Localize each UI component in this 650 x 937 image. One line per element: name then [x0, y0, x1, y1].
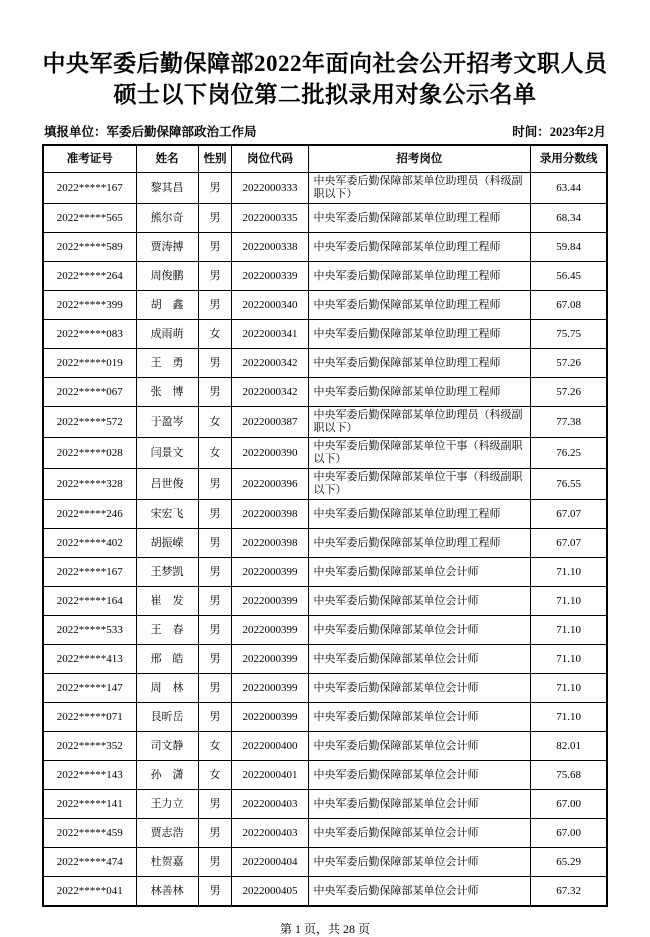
cell-job-code: 2022000399 — [232, 645, 308, 674]
cell-job-code: 2022000341 — [232, 320, 308, 349]
cell-score: 75.68 — [531, 761, 607, 790]
cell-score: 56.45 — [531, 262, 607, 291]
cell-gender: 男 — [198, 674, 232, 703]
cell-job-code: 2022000339 — [232, 262, 308, 291]
cell-exam-id: 2022*****572 — [43, 407, 136, 438]
cell-score: 77.38 — [531, 407, 607, 438]
cell-exam-id: 2022*****264 — [43, 262, 136, 291]
cell-exam-id: 2022*****041 — [43, 877, 136, 907]
cell-job-title: 中央军委后勤保障部某单位会计师 — [308, 616, 531, 645]
cell-job-title: 中央军委后勤保障部某单位助理工程师 — [308, 378, 531, 407]
cell-job-title: 中央军委后勤保障部某单位会计师 — [308, 761, 531, 790]
cell-job-code: 2022000340 — [232, 291, 308, 320]
cell-gender: 女 — [198, 761, 232, 790]
cell-job-title: 中央军委后勤保障部某单位助理工程师 — [308, 291, 531, 320]
cell-job-code: 2022000400 — [232, 732, 308, 761]
roster-table — [42, 144, 608, 907]
cell-name: 崔 发 — [136, 587, 198, 616]
cell-job-code: 2022000399 — [232, 616, 308, 645]
cell-gender: 女 — [198, 320, 232, 349]
cell-name: 胡振嵘 — [136, 529, 198, 558]
table-header-row — [43, 145, 607, 173]
cell-gender: 男 — [198, 558, 232, 587]
cell-name: 胡 鑫 — [136, 291, 198, 320]
table-row — [43, 703, 607, 732]
cell-job-code: 2022000403 — [232, 819, 308, 848]
cell-exam-id: 2022*****459 — [43, 819, 136, 848]
table-row — [43, 558, 607, 587]
cell-score: 76.25 — [531, 438, 607, 469]
cell-exam-id: 2022*****143 — [43, 761, 136, 790]
cell-name: 周俊鹏 — [136, 262, 198, 291]
cell-score: 82.01 — [531, 732, 607, 761]
col-header-job-code: 岗位代码 — [232, 145, 308, 173]
page-title-line1: 中央军委后勤保障部2022年面向社会公开招考文职人员 — [42, 51, 608, 76]
cell-exam-id: 2022*****589 — [43, 233, 136, 262]
cell-job-title: 中央军委后勤保障部某单位助理工程师 — [308, 262, 531, 291]
page-number-footer: 第 1 页，共 28 页 — [279, 922, 370, 936]
cell-gender: 男 — [198, 291, 232, 320]
col-header-score: 录用分数线 — [531, 145, 607, 173]
cell-job-code: 2022000404 — [232, 848, 308, 877]
cell-score: 71.10 — [531, 587, 607, 616]
cell-gender: 男 — [198, 349, 232, 378]
cell-job-code: 2022000335 — [232, 204, 308, 233]
cell-score: 67.07 — [531, 529, 607, 558]
cell-name: 吕世俊 — [136, 469, 198, 500]
cell-job-code: 2022000403 — [232, 790, 308, 819]
cell-score: 67.32 — [531, 877, 607, 907]
page-title-line2: 硕士以下岗位第二批拟录用对象公示名单 — [113, 82, 537, 107]
cell-gender: 男 — [198, 616, 232, 645]
cell-job-code: 2022000399 — [232, 587, 308, 616]
cell-job-code: 2022000399 — [232, 703, 308, 732]
cell-exam-id: 2022*****141 — [43, 790, 136, 819]
cell-score: 63.44 — [531, 173, 607, 204]
cell-job-code: 2022000387 — [232, 407, 308, 438]
cell-job-code: 2022000399 — [232, 558, 308, 587]
table-row — [43, 262, 607, 291]
cell-score: 57.26 — [531, 378, 607, 407]
cell-job-title: 中央军委后勤保障部某单位助理工程师 — [308, 233, 531, 262]
cell-job-code: 2022000398 — [232, 529, 308, 558]
reporting-unit-label: 填报单位：军委后勤保障部政治工作局 — [44, 125, 257, 139]
cell-score: 75.75 — [531, 320, 607, 349]
table-row — [43, 291, 607, 320]
meta-row — [44, 122, 606, 140]
cell-job-title: 中央军委后勤保障部某单位会计师 — [308, 558, 531, 587]
cell-gender: 男 — [198, 500, 232, 529]
cell-job-code: 2022000342 — [232, 349, 308, 378]
cell-job-code: 2022000405 — [232, 877, 308, 907]
cell-name: 艮昕岳 — [136, 703, 198, 732]
cell-job-title: 中央军委后勤保障部某单位会计师 — [308, 790, 531, 819]
cell-name: 闫景文 — [136, 438, 198, 469]
cell-name: 张 博 — [136, 378, 198, 407]
cell-gender: 男 — [198, 703, 232, 732]
cell-name: 熊尔奇 — [136, 204, 198, 233]
cell-job-title: 中央军委后勤保障部某单位助理员（科级副职以下） — [308, 407, 531, 438]
cell-exam-id: 2022*****352 — [43, 732, 136, 761]
cell-exam-id: 2022*****147 — [43, 674, 136, 703]
cell-score: 76.55 — [531, 469, 607, 500]
cell-name: 贾志浩 — [136, 819, 198, 848]
cell-score: 65.29 — [531, 848, 607, 877]
cell-exam-id: 2022*****167 — [43, 558, 136, 587]
cell-exam-id: 2022*****402 — [43, 529, 136, 558]
cell-score: 67.00 — [531, 790, 607, 819]
cell-gender: 女 — [198, 438, 232, 469]
cell-job-title: 中央军委后勤保障部某单位助理员（科级副职以下） — [308, 173, 531, 204]
cell-name: 王力立 — [136, 790, 198, 819]
cell-score: 68.34 — [531, 204, 607, 233]
cell-name: 孙 潇 — [136, 761, 198, 790]
cell-exam-id: 2022*****565 — [43, 204, 136, 233]
col-header-gender: 性别 — [198, 145, 232, 173]
cell-score: 67.00 — [531, 819, 607, 848]
cell-name: 成雨萌 — [136, 320, 198, 349]
cell-job-title: 中央军委后勤保障部某单位助理工程师 — [308, 349, 531, 378]
cell-job-title: 中央军委后勤保障部某单位会计师 — [308, 732, 531, 761]
cell-job-code: 2022000333 — [232, 173, 308, 204]
cell-job-title: 中央军委后勤保障部某单位助理工程师 — [308, 529, 531, 558]
table-row — [43, 674, 607, 703]
page-title — [0, 0, 650, 110]
table-row — [43, 761, 607, 790]
cell-score: 71.10 — [531, 674, 607, 703]
cell-exam-id: 2022*****067 — [43, 378, 136, 407]
table-row — [43, 438, 607, 469]
cell-gender: 男 — [198, 877, 232, 907]
cell-gender: 男 — [198, 378, 232, 407]
table-row — [43, 204, 607, 233]
cell-job-code: 2022000399 — [232, 674, 308, 703]
cell-job-code: 2022000390 — [232, 438, 308, 469]
cell-job-code: 2022000401 — [232, 761, 308, 790]
cell-exam-id: 2022*****533 — [43, 616, 136, 645]
cell-exam-id: 2022*****164 — [43, 587, 136, 616]
cell-exam-id: 2022*****328 — [43, 469, 136, 500]
cell-exam-id: 2022*****071 — [43, 703, 136, 732]
cell-score: 71.10 — [531, 558, 607, 587]
cell-gender: 男 — [198, 645, 232, 674]
table-row — [43, 469, 607, 500]
report-time-label: 时间：2023年2月 — [512, 125, 606, 139]
cell-gender: 男 — [198, 587, 232, 616]
cell-gender: 男 — [198, 469, 232, 500]
cell-exam-id: 2022*****019 — [43, 349, 136, 378]
cell-name: 王梦凯 — [136, 558, 198, 587]
table-row — [43, 819, 607, 848]
cell-exam-id: 2022*****413 — [43, 645, 136, 674]
cell-job-title: 中央军委后勤保障部某单位会计师 — [308, 703, 531, 732]
cell-name: 黎其昌 — [136, 173, 198, 204]
cell-job-title: 中央军委后勤保障部某单位会计师 — [308, 587, 531, 616]
cell-name: 王 春 — [136, 616, 198, 645]
cell-gender: 女 — [198, 732, 232, 761]
table-row — [43, 732, 607, 761]
table-row — [43, 407, 607, 438]
cell-exam-id: 2022*****474 — [43, 848, 136, 877]
cell-job-code: 2022000338 — [232, 233, 308, 262]
table-row — [43, 848, 607, 877]
cell-gender: 男 — [198, 262, 232, 291]
cell-name: 贾涛搏 — [136, 233, 198, 262]
cell-job-code: 2022000398 — [232, 500, 308, 529]
cell-gender: 男 — [198, 233, 232, 262]
cell-job-code: 2022000396 — [232, 469, 308, 500]
cell-job-title: 中央军委后勤保障部某单位会计师 — [308, 877, 531, 907]
cell-job-title: 中央军委后勤保障部某单位会计师 — [308, 674, 531, 703]
cell-name: 王 勇 — [136, 349, 198, 378]
cell-job-title: 中央军委后勤保障部某单位助理工程师 — [308, 320, 531, 349]
cell-name: 宋宏飞 — [136, 500, 198, 529]
table-body — [43, 173, 607, 907]
cell-name: 杜贺嘉 — [136, 848, 198, 877]
cell-job-title: 中央军委后勤保障部某单位助理工程师 — [308, 500, 531, 529]
table-row — [43, 877, 607, 907]
cell-score: 67.08 — [531, 291, 607, 320]
table-row — [43, 500, 607, 529]
cell-exam-id: 2022*****167 — [43, 173, 136, 204]
table-row — [43, 378, 607, 407]
cell-gender: 男 — [198, 173, 232, 204]
cell-name: 于盈岑 — [136, 407, 198, 438]
cell-job-title: 中央军委后勤保障部某单位会计师 — [308, 819, 531, 848]
table-row — [43, 790, 607, 819]
table-row — [43, 587, 607, 616]
cell-exam-id: 2022*****399 — [43, 291, 136, 320]
table-row — [43, 616, 607, 645]
cell-gender: 男 — [198, 204, 232, 233]
table-row — [43, 173, 607, 204]
cell-name: 周 林 — [136, 674, 198, 703]
cell-job-title: 中央军委后勤保障部某单位助理工程师 — [308, 204, 531, 233]
cell-job-title: 中央军委后勤保障部某单位干事（科级副职以下） — [308, 438, 531, 469]
cell-score: 67.07 — [531, 500, 607, 529]
cell-score: 71.10 — [531, 645, 607, 674]
cell-job-title: 中央军委后勤保障部某单位干事（科级副职以下） — [308, 469, 531, 500]
cell-gender: 女 — [198, 407, 232, 438]
cell-job-title: 中央军委后勤保障部某单位会计师 — [308, 848, 531, 877]
cell-score: 59.84 — [531, 233, 607, 262]
cell-job-code: 2022000342 — [232, 378, 308, 407]
cell-exam-id: 2022*****083 — [43, 320, 136, 349]
cell-score: 71.10 — [531, 616, 607, 645]
cell-exam-id: 2022*****246 — [43, 500, 136, 529]
cell-job-title: 中央军委后勤保障部某单位会计师 — [308, 645, 531, 674]
table-row — [43, 645, 607, 674]
cell-score: 71.10 — [531, 703, 607, 732]
table-row — [43, 349, 607, 378]
cell-gender: 男 — [198, 529, 232, 558]
col-header-exam-id: 准考证号 — [43, 145, 136, 173]
cell-gender: 男 — [198, 848, 232, 877]
col-header-job-title: 招考岗位 — [308, 145, 531, 173]
table-row — [43, 233, 607, 262]
cell-name: 邢 皓 — [136, 645, 198, 674]
cell-gender: 男 — [198, 819, 232, 848]
table-row — [43, 320, 607, 349]
table-row — [43, 529, 607, 558]
cell-score: 57.26 — [531, 349, 607, 378]
cell-gender: 男 — [198, 790, 232, 819]
cell-name: 林善林 — [136, 877, 198, 907]
cell-exam-id: 2022*****028 — [43, 438, 136, 469]
cell-name: 司文静 — [136, 732, 198, 761]
col-header-name: 姓名 — [136, 145, 198, 173]
